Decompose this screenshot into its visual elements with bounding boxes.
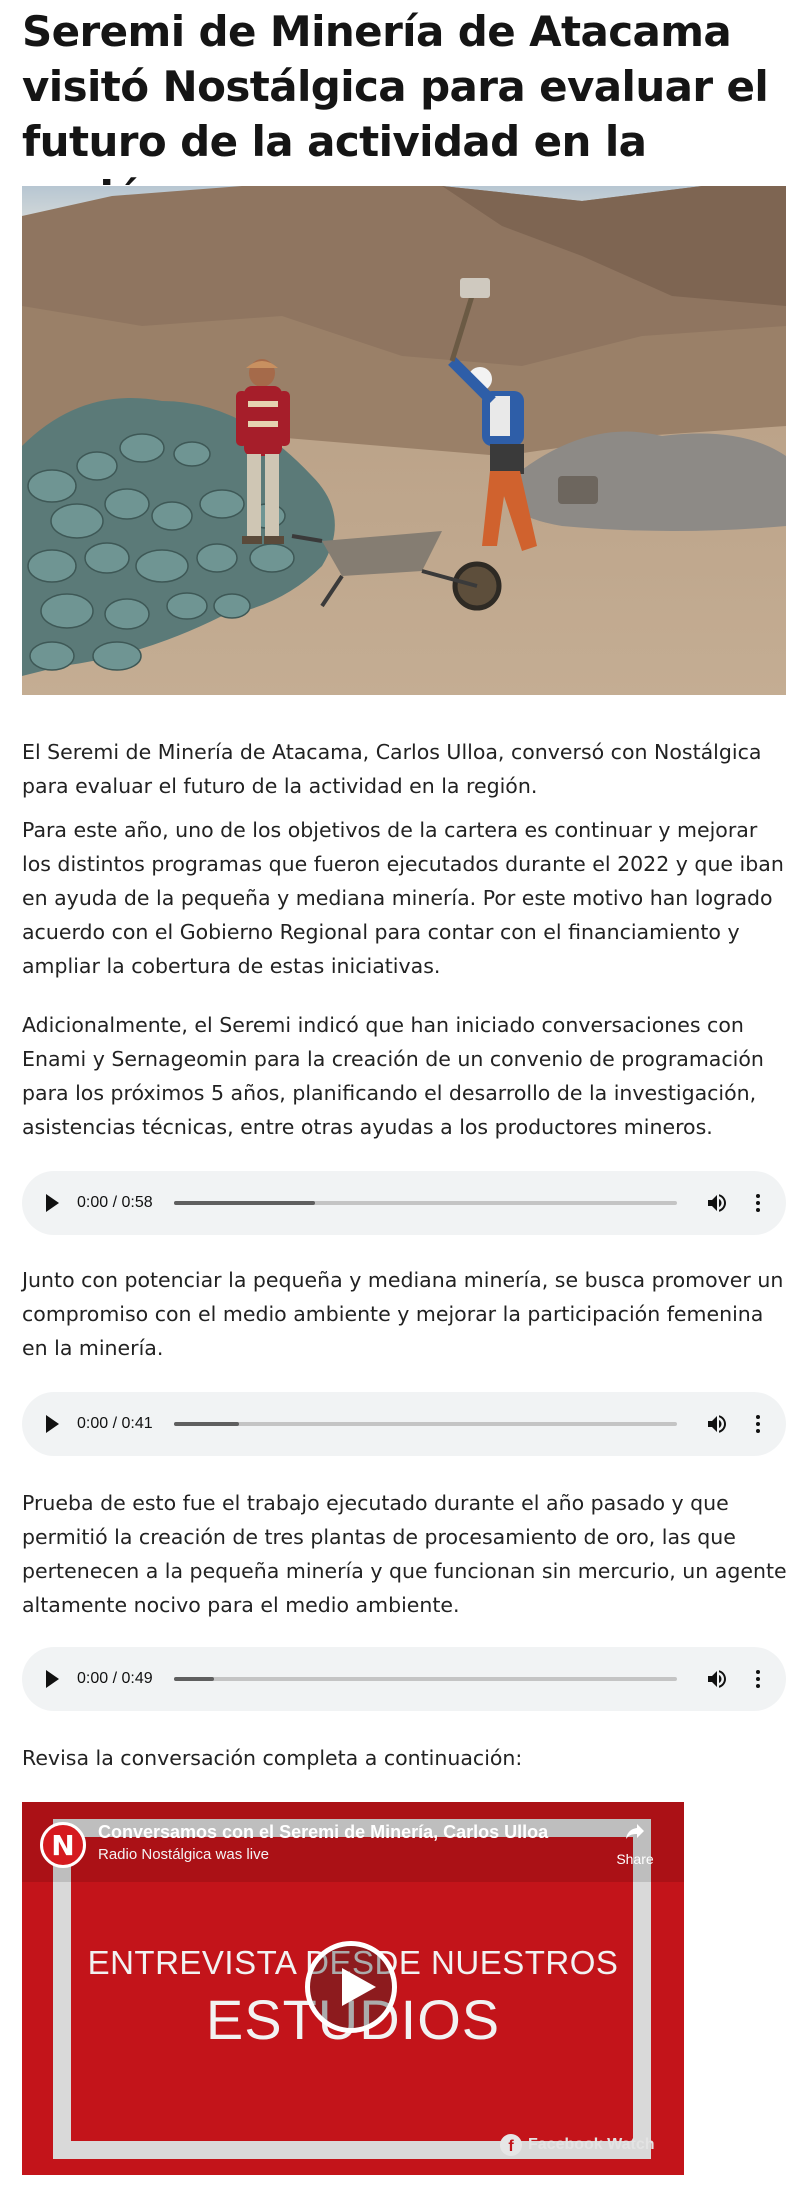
seek-bar[interactable] (174, 1201, 677, 1205)
video-title[interactable]: Conversamos con el Seremi de Minería, Carlos Ulloa (98, 1822, 549, 1842)
paragraph-1: El Seremi de Minería de Atacama, Carlos Ulloa, conversó con Nostálgica para evaluar el futuro de la actividad en la región. (22, 740, 762, 798)
audio-player-2[interactable] (22, 1392, 786, 1456)
facebook-video-embed[interactable] (22, 1802, 684, 2175)
more-options-icon[interactable] (746, 1191, 770, 1215)
play-icon[interactable] (46, 1194, 59, 1212)
facebook-watch-label: Facebook Watch (528, 2136, 655, 2153)
play-icon[interactable] (46, 1670, 59, 1688)
share-button[interactable] (612, 1820, 658, 1867)
seek-bar[interactable] (174, 1677, 677, 1681)
paragraph-4: Junto con potenciar la pequeña y mediana minería, se busca promover un compromiso con el medio ambiente y mejorar la participación femenina en la minería. (22, 1268, 784, 1360)
seek-bar[interactable] (174, 1422, 677, 1426)
more-options-icon[interactable] (746, 1667, 770, 1691)
facebook-watch-link[interactable] (500, 2134, 655, 2156)
paragraph-3: Adicionalmente, el Seremi indicó que han iniciado conversaciones con Enami y Sernageomin para la creación de un convenio de programación para los próximos 5 años, planificando el desarrollo de la investigación, asistencias técnicas, entre otras ayudas a los productores mineros. (22, 1013, 764, 1139)
volume-icon[interactable] (705, 1412, 729, 1436)
paragraph-6: Revisa la conversación completa a continuación: (22, 1746, 523, 1770)
time-readout: 0:00 / 0:41 (77, 1415, 153, 1432)
share-icon (621, 1820, 649, 1844)
more-options-icon[interactable] (746, 1412, 770, 1436)
video-play-button[interactable] (305, 1941, 397, 2033)
audio-player-3[interactable] (22, 1647, 786, 1711)
thumbnail-text-line1: ENTREVISTA DESDE NUESTROS (87, 1944, 619, 1981)
buffer-fill (174, 1201, 315, 1205)
time-readout: 0:00 / 0:58 (77, 1194, 153, 1211)
time-readout: 0:00 / 0:49 (77, 1670, 153, 1687)
paragraph-5: Prueba de esto fue el trabajo ejecutado durante el año pasado y que permitió la creación de tres plantas de procesamiento de oro, las que pertenecen a la pequeña minería y que funcionan sin mercurio, un agente altamente nocivo para el medio ambiente. (22, 1491, 787, 1617)
video-subtitle[interactable]: Radio Nostálgica was live (98, 1846, 269, 1863)
volume-icon[interactable] (705, 1667, 729, 1691)
mining-photo (22, 186, 786, 695)
buffer-fill (174, 1677, 214, 1681)
hero-image (22, 186, 786, 695)
channel-logo[interactable]: N (40, 1822, 86, 1868)
audio-player-1[interactable] (22, 1171, 786, 1235)
facebook-icon: f (500, 2134, 522, 2156)
paragraph-2: Para este año, uno de los objetivos de la cartera es continuar y mejorar los distintos programas que fueron ejecutados durante el 2022 y que iban en ayuda de la pequeña y mediana minería. Por este motivo han logrado acuerdo con el Gobierno Regional para contar con el financiamiento y ampliar la cobertura de estas iniciativas. (22, 818, 784, 978)
volume-icon[interactable] (705, 1191, 729, 1215)
thumbnail-text-line2: ESTUDIOS (205, 1988, 501, 2051)
share-label: Share (616, 1851, 654, 1867)
play-icon[interactable] (46, 1415, 59, 1433)
article-title: Seremi de Minería de Atacama visitó Nostálgica para evaluar el futuro de la actividad en la (22, 7, 769, 166)
buffer-fill (174, 1422, 239, 1426)
